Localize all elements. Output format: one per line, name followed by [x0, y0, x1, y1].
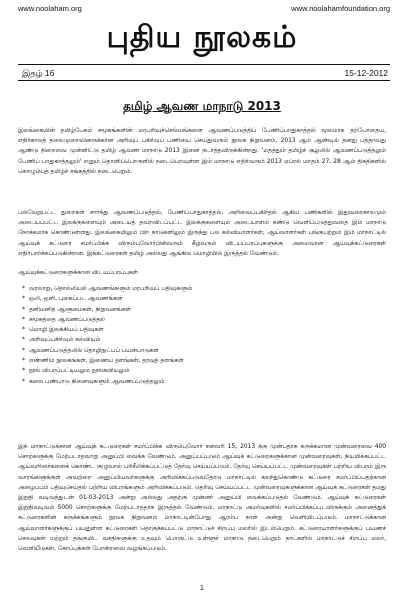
topic-item: * ஒலி, ஒளி, புகைப்பட ஆவணங்கள் [18, 294, 192, 304]
article-title: தமிழ் ஆவண மாநாடு 2013 [123, 99, 281, 113]
topic-item: * கலை பண்பாடு நினைவுகளும் ஆவணப்படுத்தலும் [18, 377, 192, 387]
paragraph-intro: இலங்கையின் தமிழ்பேசும் சமூகங்களின் மரபறிவுச்செல்வங்களை ஆவணப்படுத்திப் பேணிப்பாதுகாத்தல் மூலமாக தற்போதைய, எதிர்காலத் தலைமுறையினருக்கான அறிவுப் பகிர்வுப் பணியை செய்துவரும் நூலக நிறுவனம், 2013 ஆம் ஆண்டில் தனது பத்தாவது ஆண்டு நிறைவை முன்னிட்டு தமிழ் ஆவண மாநாடு 2013 இனை நடாத்தவிருக்கின்றது. 'மதத்தும் தமிழ்ச் சூழலில் ஆவணப்படுத்தலும் பேணிப் பாதுகாத்தலும்' எனும் தொனிப்பொருளில் நடைபெறவுள்ள இம் மாநாடு எதிர்வரும் 2013 ஏப்ரல் மாதம் 27, 28 ஆம் திகதிகளில் கொழும்புத் தமிழ்ச் சங்கத்தில் நடைபெறும். [18, 128, 386, 175]
masthead-rule-bottom [18, 80, 390, 81]
topic-item: * அறிவுப்பகிர்வும் கல்வியும் [18, 335, 192, 345]
topic-item: * சமூகத்தை ஆவணப்படுத்தல் [18, 315, 192, 325]
topic-item: * ஆவணப்படுத்தலில் தொழிநுட்பப் பயன்பாடுகள் [18, 346, 192, 356]
topic-item: * தனிமனித ஆளுமைகள், நிறுவனங்கள் [18, 305, 192, 315]
issue-number: இதழ் 16 [22, 68, 55, 78]
foundation-url[interactable]: www.noolahamfoundation.org [291, 4, 390, 13]
topics-heading: ஆய்வுக்கட்டுரைகளுக்கான விடயப்பரப்புகள் [18, 270, 138, 276]
topic-item: * நூல் விபரப்பட்டியலும் நூலகவியலும் [18, 366, 192, 376]
topics-list [18, 284, 192, 387]
issue-date: 15-12-2012 [344, 68, 388, 78]
topic-item: * மொழி இலக்கியப் பதிவுகள் [18, 325, 192, 335]
masthead-title: புதிய நூலகம் [106, 20, 298, 55]
noolaham-url[interactable]: www.noolaham.org [18, 4, 82, 13]
masthead-rule-top [18, 64, 390, 65]
topic-item: * எண்ணிம நூலகங்கள், இணைய தளங்கள், தரவுத் தளங்கள் [18, 356, 192, 366]
topic-item: * வரலாறு, தொல்லியல் ஆவணங்களும் மரபறிவுப் பதிவுகளும் [18, 284, 192, 294]
paragraph-aims: பல்வேறுபட்ட துறைகள் சார்ந்து ஆவணப்படுத்தல், பேணிப்பாதுகாத்தல், அறிவைப்பகிர்தல் ஆகிய பணிகளில் இதுவரைகாலமும் அடையப்பட்ட இலக்குகளையும் அடையத் தவறவிடப்பட்ட இலக்குகளையும் அடையாளம் கண்டு வெளிப்படுத்துவதை இம் மாநாடு நோக்கமாக கொண்டுள்ளது. இலங்கையிலும் பிற நாடுகளிலும் இருந்து பல கல்வியாளர்கள், ஆய்வாளர்கள் பங்குபற்றும் இம் மாநாட்டில் ஆய்வுக் கட்டுரை சமர்ப்பிக்க விரும்புவோர்பின்வரும் கீழ்வரும் விடயப்பரப்புகளுக்கு அமைவான ஆய்வுக்கட்டுரைகள் எதிர்பார்க்கப்படுகின்றன. இக்கட்டுரைகள் தமிழ் அல்லது ஆங்கில மொழியில் இருத்தல் வேண்டும். [18, 210, 386, 257]
page-number: 1 [200, 585, 204, 592]
paragraph-submission: இந் மாநாட்டுக்கான ஆய்வுக் கட்டுரைகள் சமர்ப்பிக்க விரும்புவோர் சனவரி 15, 2013 க்கு முன்பதாக சுருக்கமான முன்வரைவை 400 சொற்களுக்கு மேற்படாதவாறு அனுப்பி வைக்க வேண்டும். அனுப்பப்படும் ஆய்வுக் கட்டுரைகளுக்கான முன்வரைவுகள், நியமிக்கப்பட்ட ஆய்வறிஞர்களைக் கொண்ட குழுவால் பரிசீலிக்கப்பட்டுத் தேர்வு செய்யப்படும். தேர்வு செய்யப்பட்ட முன்வரைவுகள் பற்றிய விபரம் இரு வாரங்களுக்குள் அவற்றை அனுப்பியவர்களுக்கு அறிவிக்கப்படுவதோடு மாநாட்டில் கலந்துகொண்டு கட்டுரை சமர்ப்பிப்பதற்கான அழைப்பும் பதிவுசெய்தல் பற்றிய விபரங்களும் அறிவிக்கப்படும். தெரிவு செய்யப்பட்ட முன்வரைவுகளுக்கான ஆய்வுக் கட்டுரைகள் தமது இறுதி வடிவத்துடன் 01-03-2013 அன்று அல்லது அதற்கு முன்னர் அனுப்பி வைக்கப்படுதல் வேண்டும். ஆய்வுக் கட்டுரைகள் இறுதிவடிவம் 5000 சொற்களுக்கு மேற்படாததாக இருத்தல் வேண்டும். மாநாட்டு அமர்வுகளில் சமர்ப்பிக்கப்படவிருக்கும் அனைத்துக் கட்டுரைகளின் சுருக்கங்களும் நூலக நிறுவனம் மாநாட்டின்போது ஆரம்ப நாள் அன்று வெளியிடப்படும். மாநாட்டுக்கான ஆய்வாளர்களுக்குப் பயனுள்ள கட்டுரைகள் தொகுக்கப்பட்டு மாநாட்டுச் சிறப்பு மலரில் இடம்பெறும். கட்டுரையாளர்களுக்குப் பயணச் செலவுகள் மற்றும் தங்குமிட வசதிகளுக்கு உதவும் பொருட்டு உள்ளூர் மாநாடு நடைபெறும் நாட்களில் மாநாட்டுச் சிறப்பு மலர், வெளியீடுகள், கோப்புக்கள் போன்றவை வழங்கப்படும். [18, 444, 386, 553]
